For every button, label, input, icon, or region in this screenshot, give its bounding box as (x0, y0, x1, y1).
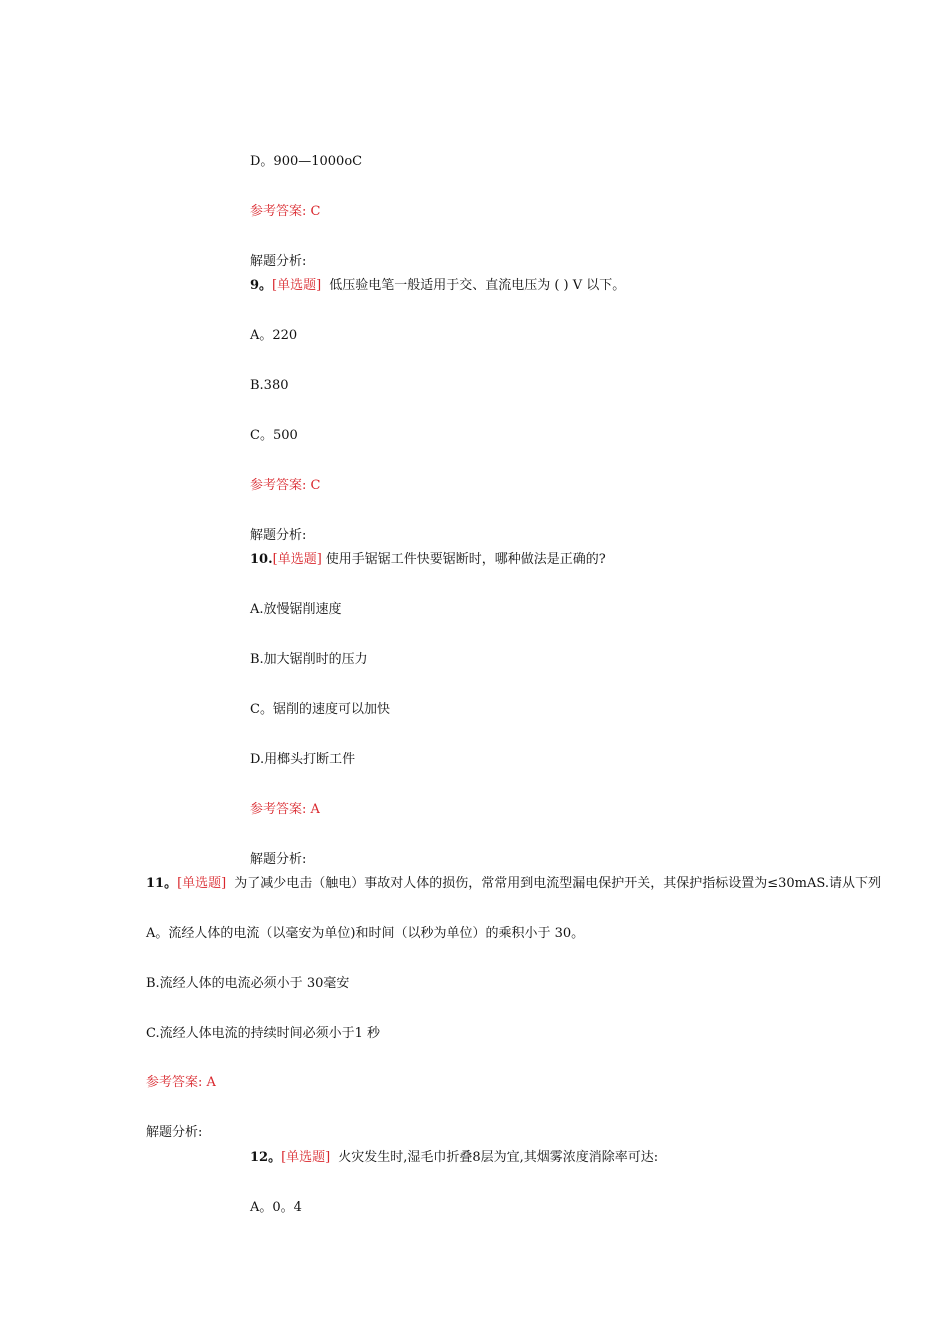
q10-number: 10. (250, 552, 273, 567)
q12-number: 12。 (250, 1150, 282, 1165)
q9-option-b: B.380 (250, 378, 289, 393)
q8-analysis: 解题分析: (250, 254, 307, 269)
q12-header (250, 1150, 658, 1166)
q9-header (250, 278, 625, 294)
q11-answer: 参考答案: A (146, 1075, 216, 1090)
q11-number: 11。 (146, 876, 178, 891)
q9-option-a: A。220 (250, 328, 298, 343)
q10-option-d: D.用榔头打断工件 (250, 752, 356, 767)
q10-option-a: A.放慢锯削速度 (250, 602, 342, 617)
q10-analysis: 解题分析: (250, 852, 307, 867)
q10-tag: [单选题] (272, 552, 322, 567)
q9-option-c: C。500 (250, 428, 298, 443)
q10-answer: 参考答案: A (250, 802, 320, 817)
q12-option-a: A。0。4 (250, 1200, 302, 1215)
q9-analysis: 解题分析: (250, 528, 307, 543)
q8-option-d: D。900—1000oC (250, 154, 363, 169)
q11-option-b: B.流经人体的电流必须小于 30毫安 (146, 976, 350, 991)
q9-answer: 参考答案: C (250, 478, 321, 493)
q12-question: 火灾发生时,湿毛巾折叠8层为宜,其烟雾浓度消除率可达: (338, 1150, 659, 1165)
q9-question: 低压验电笔一般适用于交、直流电压为 ( ) V 以下。 (329, 278, 626, 293)
q11-header (146, 876, 950, 892)
q11-option-c: C.流经人体电流的持续时间必须小于1 秒 (146, 1026, 381, 1041)
q12-tag: [单选题] (281, 1150, 331, 1165)
q10-header (250, 552, 606, 568)
q11-tag: [单选题] (177, 876, 227, 891)
q11-analysis: 解题分析: (146, 1125, 203, 1140)
q11-option-a: A。流经人体的电流（以毫安为单位)和时间（以秒为单位）的乘积小于 30。 (146, 926, 585, 941)
q10-option-c: C。锯削的速度可以加快 (250, 702, 390, 717)
q8-answer: 参考答案: C (250, 204, 321, 219)
q10-option-b: B.加大锯削时的压力 (250, 652, 368, 667)
q9-tag: [单选题] (272, 278, 322, 293)
q11-question: 为了减少电击（触电）事故对人体的损伤，常常用到电流型漏电保护开关，其保护指标设置为≤30mAS.请从下列 (234, 876, 881, 891)
q10-question: 使用手锯锯工件快要锯断时，哪种做法是正确的? (325, 552, 606, 567)
q9-number: 9。 (250, 278, 273, 293)
